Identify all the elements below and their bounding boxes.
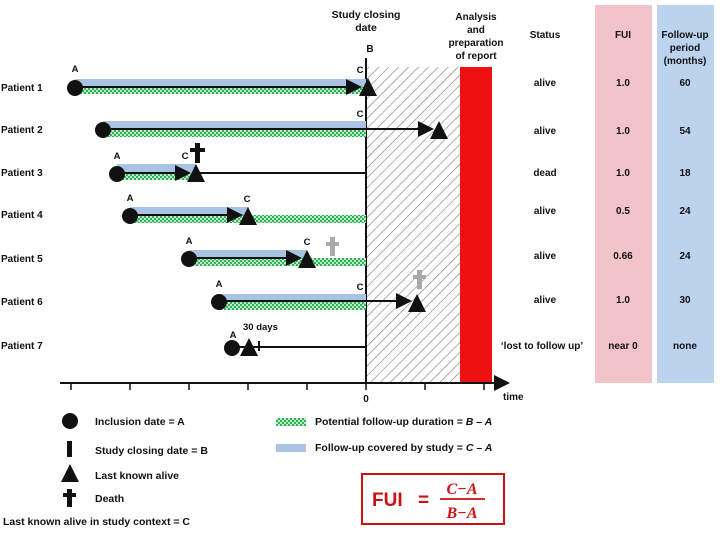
patient-label: Patient 6 xyxy=(1,297,43,308)
patient-row xyxy=(1,236,691,268)
patient-row xyxy=(1,193,691,225)
patient-label: Patient 2 xyxy=(1,125,43,136)
legend-context-text: Last known alive in study context = C xyxy=(3,516,191,528)
last-known-label-c: C xyxy=(356,282,364,293)
patient-row xyxy=(1,109,691,139)
inclusion-label-a: A xyxy=(113,151,121,162)
legend-covered-text xyxy=(315,442,492,454)
patient-row xyxy=(1,322,697,356)
patient-label: Patient 1 xyxy=(1,83,43,94)
legend-inclusion-icon xyxy=(62,413,78,429)
status-value: alive xyxy=(533,126,557,137)
analysis-period-bar xyxy=(460,67,492,383)
analysis-title-3: preparation xyxy=(448,38,504,49)
follow-up-months-value: 60 xyxy=(679,78,691,89)
covered-follow-up-bar xyxy=(103,121,366,129)
legend-covered-formula: C – A xyxy=(465,442,493,454)
fui-value: near 0 xyxy=(608,341,638,352)
follow-up-months-value: 30 xyxy=(679,295,691,306)
inclusion-label-a: A xyxy=(126,193,134,204)
formula-equals: = xyxy=(418,490,430,511)
patient-label: Patient 4 xyxy=(1,210,43,221)
axis-time-label: time xyxy=(503,392,524,403)
inclusion-date-marker xyxy=(109,166,125,182)
follow-up-months-value: 18 xyxy=(679,168,691,179)
legend-death-text: Death xyxy=(95,493,125,505)
fui-formula-box xyxy=(362,474,504,524)
fui-value: 0.5 xyxy=(616,206,630,217)
status-value: alive xyxy=(533,251,557,262)
fui-value: 1.0 xyxy=(616,126,630,137)
inclusion-date-marker xyxy=(181,251,197,267)
covered-follow-up-bar xyxy=(189,250,307,258)
legend-potential-label: Potential follow-up duration = xyxy=(315,416,466,428)
status-value: alive xyxy=(533,206,557,217)
legend-inclusion-text: Inclusion date = A xyxy=(95,416,185,428)
inclusion-date-marker xyxy=(211,294,227,310)
death-cross-icon xyxy=(190,143,205,163)
covered-follow-up-bar xyxy=(117,164,196,172)
last-known-label-c: C xyxy=(181,151,189,162)
covered-follow-up-bar xyxy=(75,79,366,87)
legend-closing-text: Study closing date = B xyxy=(95,445,208,457)
inclusion-label-a: A xyxy=(71,64,79,75)
last-known-label-c: C xyxy=(356,65,364,76)
inclusion-date-marker xyxy=(224,340,240,356)
legend-alive-icon xyxy=(61,464,79,482)
fui-value: 0.66 xyxy=(613,251,633,262)
death-cross-icon xyxy=(326,237,339,256)
fui-value: 1.0 xyxy=(616,295,630,306)
formula-numerator: C−A xyxy=(446,481,478,498)
inclusion-date-marker xyxy=(122,208,138,224)
potential-follow-up-bar xyxy=(103,129,366,137)
inclusion-date-marker xyxy=(95,122,111,138)
potential-follow-up-bar xyxy=(219,302,366,310)
patient-label: Patient 3 xyxy=(1,168,43,179)
patient-row xyxy=(1,143,691,182)
status-value: alive xyxy=(533,78,557,89)
covered-follow-up-bar xyxy=(130,207,248,215)
formula-denominator: B−A xyxy=(446,505,478,522)
patient-row xyxy=(1,270,691,312)
analysis-title-2: and xyxy=(467,25,485,36)
fui-column-bg xyxy=(595,5,652,383)
legend-covered-label: Follow-up covered by study = xyxy=(315,442,466,454)
last-known-label-c: C xyxy=(356,109,364,120)
follow-up-header-1: Follow-up xyxy=(661,30,709,41)
potential-follow-up-bar xyxy=(189,258,366,266)
fui-value: 1.0 xyxy=(616,168,630,179)
axis-zero-label: 0 xyxy=(363,394,369,405)
study-closing-title-2: date xyxy=(355,22,377,34)
legend-alive-text: Last known alive xyxy=(95,470,180,482)
fui-header: FUI xyxy=(614,30,632,41)
follow-up-months-value: 24 xyxy=(679,251,691,262)
last-known-label-c: C xyxy=(243,194,251,205)
patient-label: Patient 5 xyxy=(1,254,43,265)
inclusion-label-a: A xyxy=(215,279,223,290)
inclusion-label-a: A xyxy=(185,236,193,247)
legend-potential-swatch xyxy=(276,418,306,426)
time-axis xyxy=(60,383,524,405)
inclusion-label-a: A xyxy=(229,330,237,341)
patient-label: Patient 7 xyxy=(1,341,43,352)
study-closing-title-1: Study closing xyxy=(331,9,401,21)
follow-up-header-2: period xyxy=(669,43,701,54)
thirty-days-label: 30 days xyxy=(243,322,278,333)
analysis-title-1: Analysis xyxy=(455,12,497,23)
legend-death-icon xyxy=(63,489,76,507)
analysis-title-4: of report xyxy=(455,51,497,62)
legend-closing-icon xyxy=(67,441,72,457)
status-value: alive xyxy=(533,295,557,306)
follow-up-months-value: 54 xyxy=(679,126,691,137)
closing-marker-b: B xyxy=(366,44,374,55)
status-header: Status xyxy=(529,30,561,41)
formula-lhs: FUI xyxy=(372,490,403,511)
status-value: ‘lost to follow up’ xyxy=(500,341,584,352)
follow-up-months-value: 24 xyxy=(679,206,691,217)
follow-up-header-3: (months) xyxy=(663,56,707,67)
legend-covered-swatch xyxy=(276,444,306,452)
fui-value: 1.0 xyxy=(616,78,630,89)
patient-row xyxy=(1,64,691,96)
follow-up-months-value: none xyxy=(673,341,697,352)
legend-potential-formula: B – A xyxy=(465,416,493,428)
inclusion-date-marker xyxy=(67,80,83,96)
post-closing-region xyxy=(366,67,460,383)
status-value: dead xyxy=(533,168,557,179)
legend-potential-text xyxy=(315,416,492,428)
last-known-label-c: C xyxy=(303,237,311,248)
